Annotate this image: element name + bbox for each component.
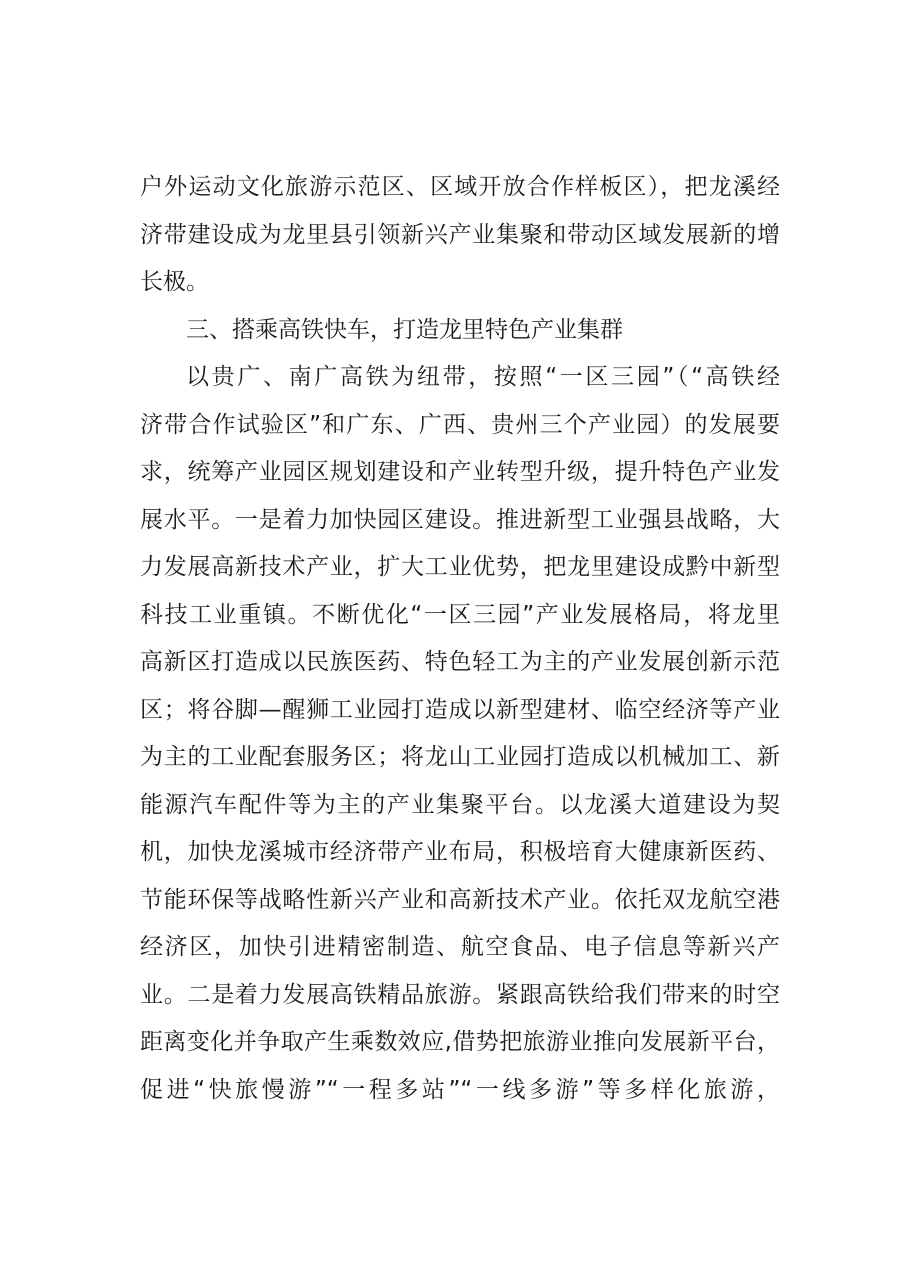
text-line: 能源汽车配件等为主的产业集聚平台。以龙溪大道建设为契: [140, 791, 780, 818]
text-line: 展水平。一是着力加快园区建设。推进新型工业强县战略，大: [140, 506, 780, 533]
text-line: 节能环保等战略性新兴产业和高新技术产业。依托双龙航空港: [140, 886, 780, 913]
text-line: 济带合作试验区”和广东、广西、贵州三个产业园）的发展要: [140, 411, 780, 438]
text-line: 以贵广、南广高铁为纽带，按照“一区三园”（“高铁经: [186, 364, 780, 390]
text-line: 经济区，加快引进精密制造、航空食品、电子信息等新兴产: [140, 934, 780, 960]
text-line: 距离变化并争取产生乘数效应,借势把旅游业推向发展新平台，: [140, 1029, 780, 1055]
text-line: 济带建设成为龙里县引领新兴产业集聚和带动区域发展新的增: [140, 221, 780, 248]
text-line: 促进“快旅慢游”“一程多站”“一线多游”等多样化旅游，: [140, 1076, 780, 1103]
text-line: 高新区打造成以民族医药、特色轻工为主的产业发展创新示范: [140, 649, 780, 675]
text-line: 区；将谷脚—醒狮工业园打造成以新型建材、临空经济等产业: [140, 696, 780, 723]
text-line: 长极。: [140, 269, 209, 295]
text-line: 业。二是着力发展高铁精品旅游。紧跟高铁给我们带来的时空: [140, 981, 780, 1008]
text-line: 机，加快龙溪城市经济带产业布局，积极培育大健康新医药、: [140, 839, 780, 865]
section-heading: 三、搭乘高铁快车，打造龙里特色产业集群: [186, 316, 623, 343]
text-line: 力发展高新技术产业，扩大工业优势，把龙里建设成黔中新型: [140, 554, 780, 580]
text-line: 为主的工业配套服务区；将龙山工业园打造成以机械加工、新: [140, 744, 780, 770]
body-text: [140, 164, 780, 1114]
text-line: 科技工业重镇。不断优化“一区三园”产业发展格局，将龙里: [140, 601, 780, 628]
text-line: 求，统筹产业园区规划建设和产业转型升级，提升特色产业发: [140, 459, 780, 485]
text-line: 户外运动文化旅游示范区、区域开放合作样板区），把龙溪经: [140, 174, 780, 200]
